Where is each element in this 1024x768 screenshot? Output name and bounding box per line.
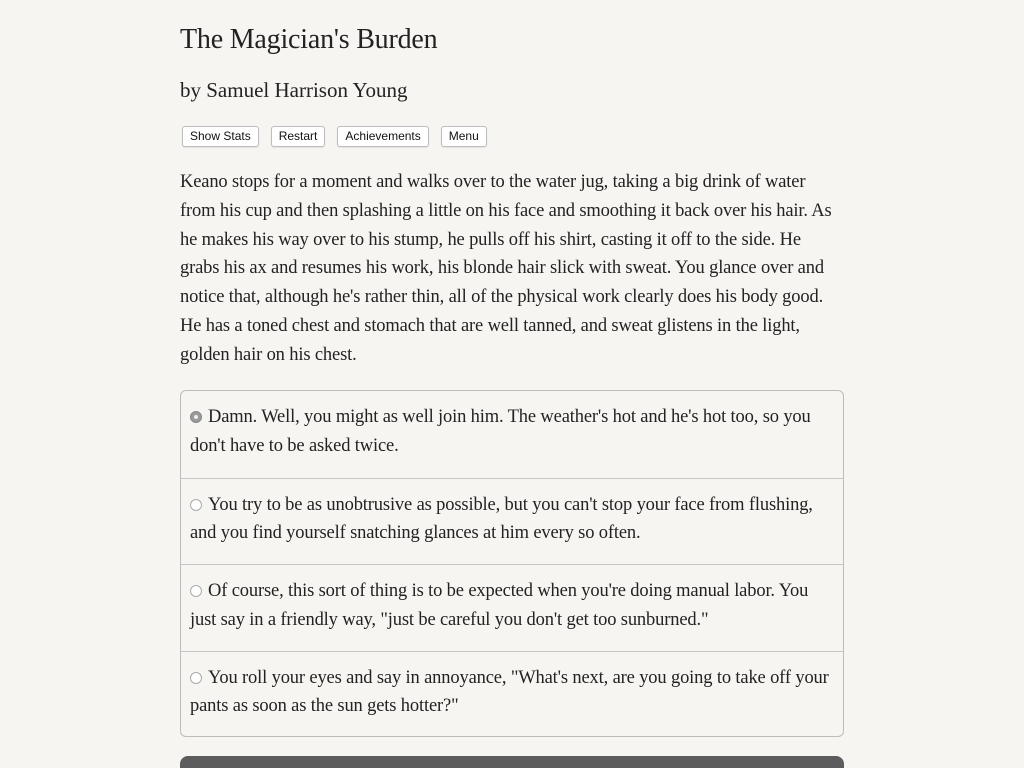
choice-option-2[interactable]: [181, 478, 843, 565]
choice-list: [180, 390, 844, 737]
choice-label: Of course, this sort of thing is to be expected when you're doing manual labor. You just say in a friendly way, "just be careful you don't get too sunburned.": [190, 581, 809, 630]
choice-option-3[interactable]: [181, 564, 843, 651]
choice-label: You try to be as unobtrusive as possible, but you can't stop your face from flushing, and you find yourself snatching glances at him every so often.: [190, 494, 813, 544]
choice-option-1[interactable]: [181, 391, 843, 478]
restart-button[interactable]: Restart: [271, 126, 326, 147]
radio-button-icon[interactable]: [190, 411, 202, 423]
choice-label: Damn. Well, you might as well join him. The weather's hot and he's hot too, so you don't have to be asked twice.: [190, 407, 811, 456]
game-title: The Magician's Burden: [180, 24, 438, 55]
achievements-button[interactable]: Achievements: [337, 126, 428, 147]
radio-button-icon[interactable]: [190, 585, 202, 597]
choice-option-4[interactable]: [181, 651, 843, 738]
toolbar: [182, 126, 487, 147]
radio-button-icon[interactable]: [190, 499, 202, 511]
radio-button-icon[interactable]: [190, 672, 202, 684]
next-button[interactable]: [180, 756, 844, 768]
game-author: by Samuel Harrison Young: [180, 78, 408, 102]
show-stats-button[interactable]: Show Stats: [182, 126, 259, 147]
choice-label: You roll your eyes and say in annoyance, "What's next, are you going to take off your pants as soon as the sun gets hotter?": [190, 667, 829, 717]
menu-button[interactable]: Menu: [441, 126, 487, 147]
story-text: Keano stops for a moment and walks over to the water jug, taking a big drink of water from his cup and then splashing a little on his face and smoothing it back over his hair. As he makes his way over to his stump, he pulls off his shirt, casting it off to the side. He grabs his ax and resumes his work, his blonde hair slick with sweat. You glance over and notice that, although he's rather thin, all of the physical work clearly does his body good. He has a toned chest and stomach that are well tanned, and sweat glistens in the light, golden hair on his chest.: [180, 172, 832, 365]
